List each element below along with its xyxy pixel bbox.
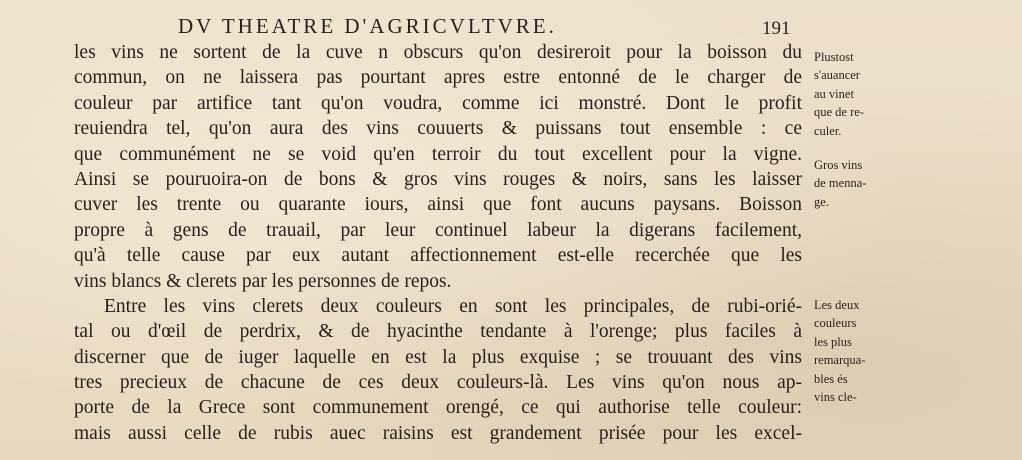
margin-note-line: Plustost [814,50,854,64]
margin-note-line: s'auancer [814,68,860,83]
margin-note-line: que de re- [814,105,864,120]
text-line: vins blancs & clerets par les personnes de repos. [74,270,452,292]
margin-note-line: ge. [814,194,829,209]
margin-note-3 [814,296,904,406]
text-line: commun, on ne laissera pas pourtant apres estre entonné de le charger de [74,67,802,89]
margin-note-line: de menna- [814,176,867,191]
text-line: couleur par artifice tant qu'on voudra, comme ici monstré. Dont le profit [74,92,802,114]
margin-note-line: au vinet [814,86,854,101]
margin-note-2 [814,156,904,211]
margin-note-line: couleurs [814,316,857,331]
page-number: 191 [762,18,791,39]
margin-note-line: Gros vins [814,158,863,172]
margin-note-line: remarqua- [814,353,866,368]
text-line: reuiendra tel, qu'on aura des vins couuerts & puissans tout ensemble : ce [74,118,802,140]
main-text-block [74,40,802,446]
text-line: les vins ne sortent de la cuve n obscurs qu'on desireroit pour la boisson du [74,42,802,63]
running-title: DV THEATRE D'AGRICVLTVRE. [178,14,557,38]
text-line: discerner que de iuger laquelle en est la plus exquise ; se trouuant des vins [74,346,802,368]
margin-note-line: vins cle- [814,390,857,405]
margin-note-line: Les deux [814,298,860,312]
text-line: Ainsi se pouruoira-on de bons & gros vins rouges & noirs, sans les laisser [74,168,802,190]
margin-note-line: culer. [814,123,842,138]
text-line: tres precieux de chacune de ces deux couleurs-là. Les vins qu'on nous ap- [74,372,802,394]
text-line: que communément ne se void qu'en terroir du tout excellent pour la vigne. [74,143,802,165]
margin-note-line: les plus [814,334,852,349]
text-line: mais aussi celle de rubis auec raisins est grandement prisée pour les excel- [74,422,802,444]
paragraph-start-line: Entre les vins clerets deux couleurs en sont les principales, de rubi-orié- [104,295,802,317]
text-line: cuver les trente ou quarante iours, ainsi que font aucuns paysans. Boisson [74,194,802,216]
margin-note-line: bles és [814,371,848,386]
text-line: qu'à telle cause par eux autant affectionnement est-elle recerchée que les [74,245,802,267]
text-line: porte de la Grece sont communement orengé, ce qui authorise telle couleur: [74,397,802,419]
text-line: tal ou d'œil de perdrix, & de hyacinthe tendante à l'orenge; plus faciles à [74,321,802,343]
margin-note-1 [814,48,904,140]
text-line: propre à gens de trauail, par leur continuel labeur la digerans facilement, [74,219,802,241]
